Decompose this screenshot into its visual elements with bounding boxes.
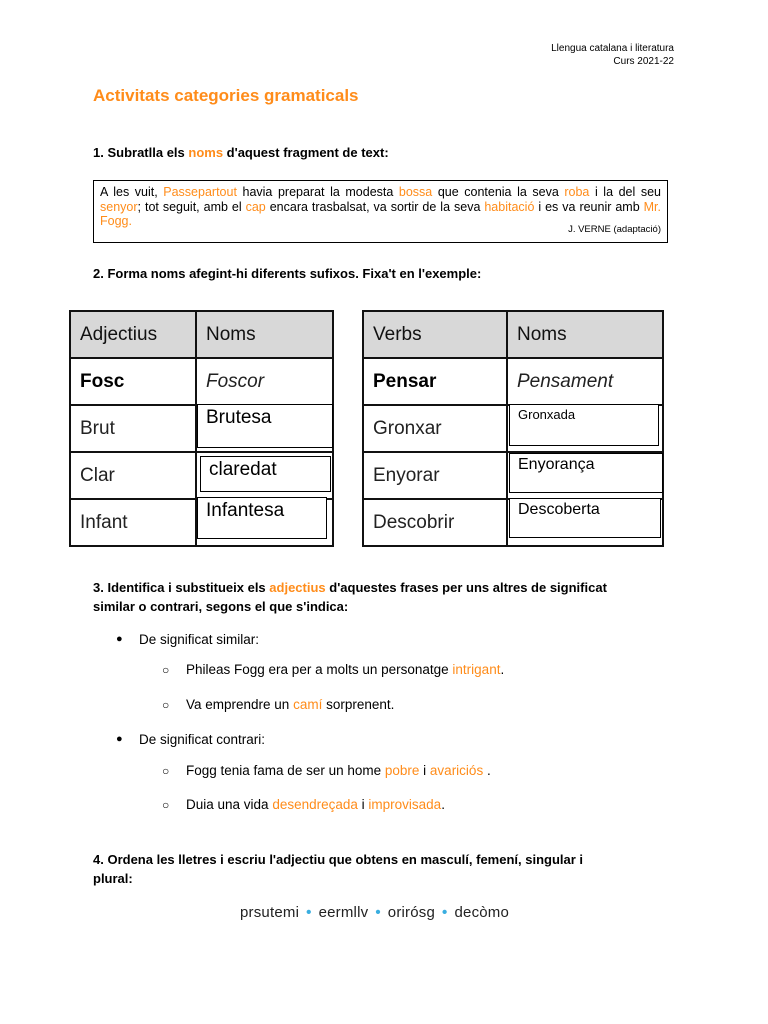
page-title: Activitats categories gramaticals [93,86,359,105]
table1-header-adjectius: Adjectius [70,311,196,358]
fragment-text: que contenia la seva [432,185,565,199]
table2-header-verbs: Verbs [363,311,507,358]
adjective-highlight: improvisada [368,797,442,812]
table1-header-noms: Noms [196,311,333,358]
table2-example-noun: Pensament [507,358,663,405]
q1-prefix: 1. Subratlla els [93,145,189,160]
sentence-text: Fogg tenia fama de ser un home [186,763,385,778]
q4-line1: 4. Ordena les lletres i escriu l'adjectiu que obtens en masculí, femení, singular i [93,852,584,867]
sentence-similar-1 [186,662,504,677]
table2-answer-cell[interactable] [507,405,663,452]
text-source: J. VERNE (adaptació) [568,223,661,235]
table1-row-adj: Infant [70,499,196,546]
question-3 [93,578,607,616]
answer-box[interactable]: Brutesa [197,404,333,448]
course-label: Curs 2021-22 [613,56,674,67]
sentence-text: Va emprendre un [186,697,294,712]
scrambled-word: decòmo [454,904,510,921]
table2-row-verb: Enyorar [363,452,507,499]
fragment-text: ; tot seguit, amb el [137,199,246,214]
table1-answer-cell[interactable] [196,452,333,499]
sentence-text: . [500,662,505,677]
circle-bullet-icon: ○ [162,663,170,677]
fragment-text: havia preparat la modesta [236,185,399,199]
table2-answer-cell[interactable] [507,452,663,499]
adjective-highlight: desendreçada [272,797,358,812]
table1-example-adj: Fosc [70,358,196,405]
q3-suffix: d'aquestes frases per uns altres de significat [325,580,607,595]
scrambled-word: prsutemi [240,904,300,921]
verbs-table [362,310,664,547]
scrambled-word: orirósg [387,904,436,921]
circle-bullet-icon: ○ [162,798,170,812]
q4-line2: plural: [93,871,133,886]
text-fragment-box [93,180,668,243]
table1-answer-cell[interactable] [196,405,333,452]
sentence-contrary-2 [186,797,445,812]
sentence-text: Phileas Fogg era per a molts un personatge [186,662,453,677]
circle-bullet-icon: ○ [162,764,170,778]
noun-highlight: habitació [484,199,535,214]
adjectives-table [69,310,334,547]
answer-box[interactable]: Descoberta [509,498,661,538]
bullet-icon: ● [116,733,123,745]
subject-label: Llengua catalana i literatura [551,43,674,54]
adjective-highlight: avariciós [429,763,484,778]
sentence-text: . [483,763,491,778]
noun-highlight: bossa [398,185,433,199]
noun-highlight: roba [564,185,590,199]
noun-highlight: cap [245,199,266,214]
table1-row-adj: Brut [70,405,196,452]
answer-box[interactable]: claredat [200,456,331,492]
noun-highlight: Passepartout [163,185,237,199]
contrary-label: De significat contrari: [139,732,266,747]
sentence-text: . [441,797,445,812]
fragment-text: A les vuit, [100,185,164,199]
q3-highlight: adjectius [269,580,326,595]
fragment-text: i la del seu [589,185,661,199]
sentence-text: i [357,797,369,812]
q1-suffix: d'aquest fragment de text: [223,145,389,160]
sentence-similar-2 [186,697,394,712]
document-header [551,42,674,68]
question-4 [93,850,583,888]
similar-label: De significat similar: [139,632,260,647]
noun-highlight: Mr. Fogg. [100,199,661,228]
separator-dot-icon: • [442,904,448,921]
table2-row-verb: Gronxar [363,405,507,452]
question-1 [93,143,389,162]
answer-box[interactable]: Infantesa [197,497,327,539]
adjective-highlight: camí [293,697,323,712]
scrambled-words [240,904,509,921]
answer-box[interactable]: Enyorança [509,453,663,493]
q1-highlight: noms [188,145,224,160]
question-2: 2. Forma noms afegint-hi diferents sufixos. Fixa't en l'exemple: [93,266,482,281]
adjective-highlight: intrigant [452,662,501,677]
noun-highlight: senyor [100,199,138,214]
separator-dot-icon: • [375,904,381,921]
table2-answer-cell[interactable] [507,499,663,546]
answer-box[interactable]: Gronxada [509,404,659,446]
q3-prefix: 3. Identifica i substitueix els [93,580,270,595]
table2-row-verb: Descobrir [363,499,507,546]
sentence-text: i [419,763,430,778]
table1-example-noun: Foscor [196,358,333,405]
fragment-text: encara trasbalsat, va sortir de la seva [265,199,485,214]
table1-answer-cell[interactable] [196,499,333,546]
sentence-contrary-1 [186,763,491,778]
bullet-icon: ● [116,633,123,645]
circle-bullet-icon: ○ [162,698,170,712]
sentence-text: sorprenent. [322,697,395,712]
fragment-text: i es va reunir amb [534,199,644,214]
scrambled-word: eermllv [318,904,369,921]
separator-dot-icon: • [306,904,312,921]
q3-line2: similar o contrari, segons el que s'indica: [93,599,349,614]
table2-header-noms: Noms [507,311,663,358]
table1-row-adj: Clar [70,452,196,499]
table2-example-verb: Pensar [363,358,507,405]
sentence-text: Duia una vida [186,797,273,812]
adjective-highlight: pobre [384,763,420,778]
